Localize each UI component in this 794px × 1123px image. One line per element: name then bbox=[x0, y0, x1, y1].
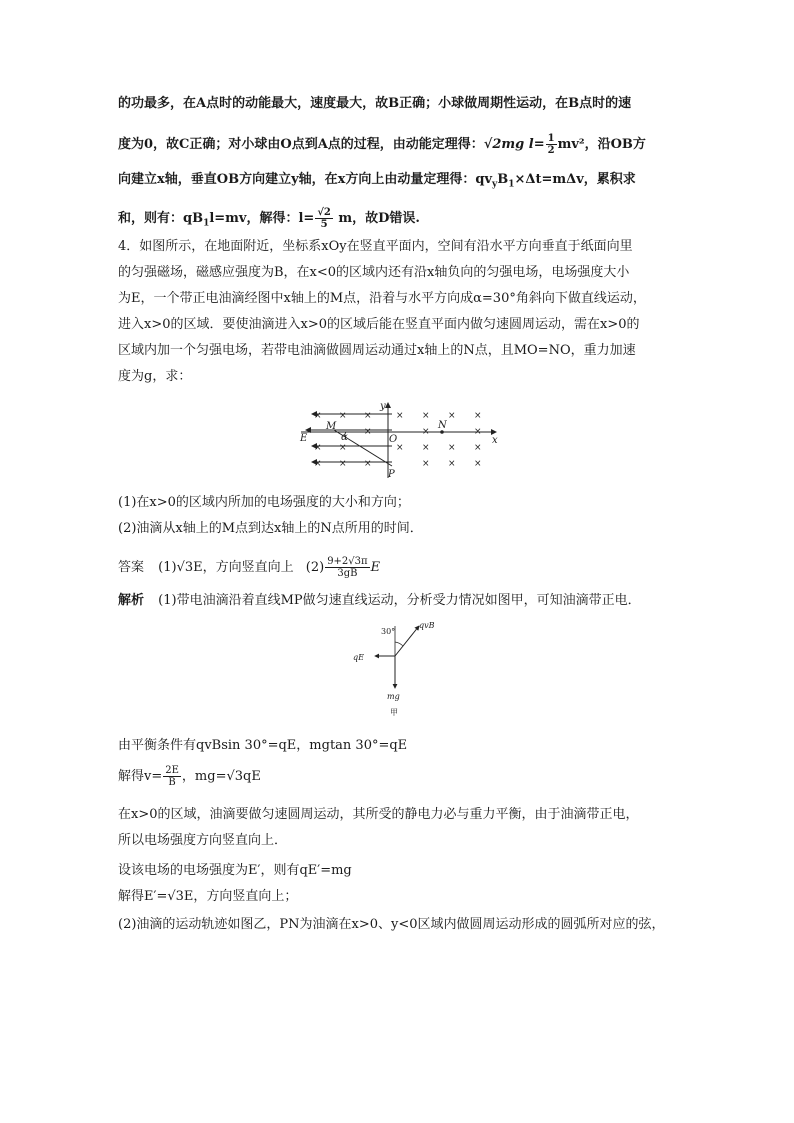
q4-line-2: 的匀强磁场，磁感应强度为B，在x<0的区域内还有沿x轴负向的匀强电场，电场强度大小 bbox=[118, 265, 630, 280]
label-alpha: α bbox=[341, 432, 348, 443]
cont-line-2-c: mv²，沿OB方 bbox=[557, 137, 646, 152]
cross: × bbox=[364, 427, 372, 437]
cross: × bbox=[396, 443, 404, 453]
analysis-line-4: 在x>0的区域，油滴要做匀速圆周运动，其所受的静电力必与重力平衡，由于油滴带正电， bbox=[118, 807, 639, 822]
label-angle: 30° bbox=[381, 627, 396, 636]
sub-question-1: (1)在x>0的区域内所加的电场强度的大小和方向； bbox=[118, 495, 410, 510]
answer-part-1: (1)√3E，方向竖直向上 bbox=[158, 560, 294, 575]
q4-line-3: 为E，一个带正电油滴经图中x轴上的M点，沿着与水平方向成α=30°角斜向下做直线运动， bbox=[118, 291, 646, 306]
label-y: y bbox=[380, 401, 386, 412]
cont-line-3 bbox=[118, 171, 636, 194]
cross: × bbox=[474, 459, 482, 469]
label-mg: mg bbox=[387, 692, 400, 701]
v-fraction: $\frac{2E}{B}$ bbox=[165, 765, 179, 788]
label-qvb: qvB bbox=[419, 621, 435, 630]
cross: × bbox=[448, 443, 456, 453]
cont-line-4 bbox=[118, 207, 420, 233]
cross: × bbox=[422, 459, 430, 469]
cont-line-2-b: √2mg l= bbox=[483, 137, 545, 152]
cont-line-4-a: 和，则有：qB bbox=[118, 211, 204, 226]
answer-fraction: $\frac{9+2√3\pi}{3gB}$ bbox=[327, 556, 368, 579]
cont-line-4-b: l=mv，解得：l= bbox=[209, 211, 315, 226]
sub-question-2: (2)油滴从x轴上的M点到达x轴上的N点所用的时间． bbox=[118, 521, 423, 536]
cross: × bbox=[474, 427, 482, 437]
force-qvb bbox=[395, 626, 419, 656]
half-fraction: $\frac{1}{2}$ bbox=[547, 133, 555, 156]
cross: × bbox=[314, 411, 322, 421]
force-diagram bbox=[345, 616, 445, 722]
analysis-l3-a: 解得v= bbox=[118, 769, 163, 784]
analysis-text-1: (1)带电油滴沿着直线MP做匀速直线运动，分析受力情况如图甲，可知油滴带正电． bbox=[158, 593, 641, 608]
sub-1b: 1 bbox=[203, 218, 210, 229]
cross: × bbox=[474, 411, 482, 421]
cross: × bbox=[314, 443, 322, 453]
label-m: M bbox=[326, 421, 337, 432]
cross: × bbox=[364, 411, 372, 421]
figure-caption: 甲 bbox=[390, 708, 398, 717]
field-diagram bbox=[296, 400, 506, 480]
sqrt2-over-5-fraction: $\frac{√2}{5}$ bbox=[317, 207, 331, 230]
label-qe: qE bbox=[353, 653, 364, 662]
cont-line-3-b: B bbox=[497, 172, 509, 187]
cross: × bbox=[339, 443, 347, 453]
analysis-l3-b: ，mg=√3qE bbox=[181, 769, 261, 784]
answer-label: 答案 bbox=[118, 560, 145, 575]
cont-line-4-c: m，故D错误. bbox=[333, 211, 420, 226]
cross: × bbox=[422, 427, 430, 437]
q4-line-6: 度为g，求： bbox=[118, 369, 192, 384]
sub-y: y bbox=[492, 179, 498, 190]
q4-line-5: 区域内加一个匀强电场，若带电油滴做圆周运动通过x轴上的N点，且MO=NO，重力加速 bbox=[118, 343, 636, 358]
angle-arc bbox=[395, 642, 403, 646]
cont-line-1: 的功最多，在A点时的动能最大，速度最大，故B正确；小球做周期性运动，在B点时的速 bbox=[118, 96, 632, 111]
label-x: x bbox=[492, 435, 498, 446]
cross: × bbox=[314, 459, 322, 469]
analysis-line-5: 所以电场强度方向竖直向上． bbox=[118, 833, 288, 848]
cross: × bbox=[364, 459, 372, 469]
cross: × bbox=[422, 411, 430, 421]
sub-1: 1 bbox=[508, 179, 515, 190]
cont-line-3-a: 向建立x轴，垂直OB方向建立y轴，在x方向上由动量定理得：qv bbox=[118, 172, 493, 187]
label-p: P bbox=[388, 469, 395, 480]
q4-line-4: 进入x>0的区域．要使油滴进入x>0的区域后能在竖直平面内做匀速圆周运动，需在x>0的 bbox=[118, 317, 640, 332]
analysis-line-1 bbox=[118, 592, 641, 610]
cont-line-3-c: ×Δt=mΔv，累积求 bbox=[514, 172, 636, 187]
answer-part-2-prefix: (2) bbox=[305, 560, 325, 575]
cross: × bbox=[448, 411, 456, 421]
analysis-line-8: (2)油滴的运动轨迹如图乙，PN为油滴在x>0、y<0区域内做圆周运动形成的圆弧所对应的弦， bbox=[118, 917, 665, 932]
analysis-line-2: 由平衡条件有qvBsin 30°=qE，mgtan 30°=qE bbox=[118, 738, 408, 753]
label-o: O bbox=[389, 434, 398, 445]
cross: × bbox=[339, 459, 347, 469]
answer-line bbox=[118, 556, 380, 579]
cont-line-2-a: 度为0，故C正确；对小球由O点到A点的过程，由动能定理得： bbox=[118, 137, 484, 152]
analysis-line-7: 解得E′=√3E，方向竖直向上； bbox=[118, 889, 298, 904]
label-e: E bbox=[300, 433, 308, 444]
cross: × bbox=[339, 411, 347, 421]
label-n: N bbox=[438, 420, 447, 431]
q4-line-1: 4．如图所示，在地面附近，坐标系xOy在竖直平面内，空间有沿水平方向垂直于纸面向里 bbox=[118, 239, 633, 254]
cross: × bbox=[422, 443, 430, 453]
cross: × bbox=[474, 443, 482, 453]
cross: × bbox=[396, 411, 404, 421]
cont-line-2 bbox=[118, 133, 646, 156]
analysis-label: 解析 bbox=[118, 593, 145, 608]
magnetic-field-crosses bbox=[314, 411, 482, 469]
analysis-line-3 bbox=[118, 765, 261, 788]
cross: × bbox=[448, 459, 456, 469]
answer-suffix: E bbox=[370, 560, 381, 575]
analysis-line-6: 设该电场的电场强度为E′，则有qE′=mg bbox=[118, 863, 352, 878]
